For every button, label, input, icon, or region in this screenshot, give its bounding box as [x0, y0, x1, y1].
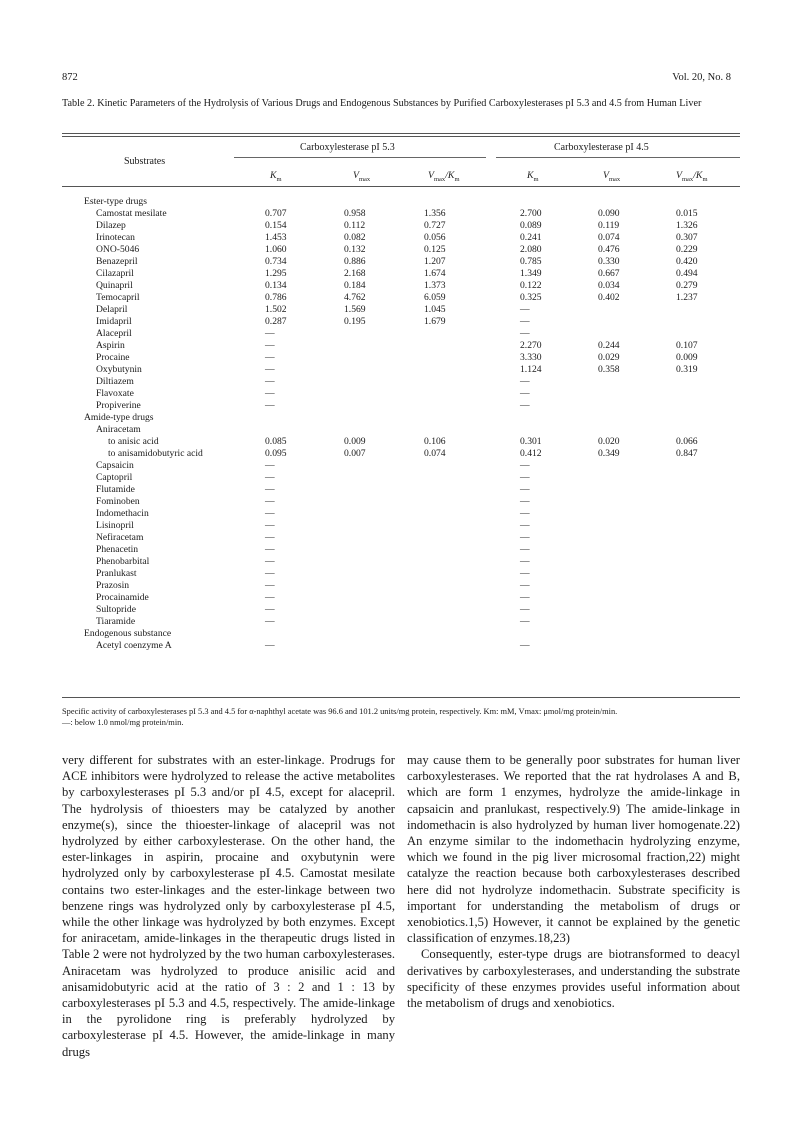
cell-vmax-pi45: 0.074 — [598, 232, 620, 243]
table-row — [0, 592, 793, 604]
cell-vmax-pi53: 0.132 — [344, 244, 366, 255]
cell-vmax-km-pi45: 1.326 — [676, 220, 698, 231]
table-row — [0, 580, 793, 592]
cell-km-pi53: — — [265, 568, 275, 579]
cell-vmax-pi53: 0.958 — [344, 208, 366, 219]
cell-km-pi45: 1.124 — [520, 364, 542, 375]
substrates-header: Substrates — [124, 156, 166, 167]
cell-km-pi53: — — [265, 532, 275, 543]
cell-km-pi45: 0.089 — [520, 220, 542, 231]
substrate-name: Lisinopril — [96, 520, 134, 531]
cell-km-pi45: 1.349 — [520, 268, 542, 279]
cell-km-pi53: — — [265, 592, 275, 603]
table-row — [0, 280, 793, 292]
cell-km-pi45: — — [520, 616, 530, 627]
substrate-name: Diltiazem — [96, 376, 134, 387]
cell-km-pi53: — — [265, 400, 275, 411]
substrate-name: Dilazep — [96, 220, 126, 231]
cell-km-pi45: — — [520, 556, 530, 567]
cell-km-pi53: 1.453 — [265, 232, 287, 243]
cell-km-pi45: — — [520, 400, 530, 411]
table-top-rule-second — [62, 136, 740, 137]
substrate-name: Endogenous substance — [84, 628, 172, 639]
cell-vmax-pi45: 0.244 — [598, 340, 620, 351]
col-vmax-km-2: $V_{max}/K_m$ — [676, 170, 708, 183]
cell-km-pi45: — — [520, 520, 530, 531]
cell-km-pi53: 0.287 — [265, 316, 287, 327]
substrate-name: Aniracetam — [96, 424, 141, 435]
cell-km-pi53: — — [265, 556, 275, 567]
cell-km-pi53: — — [265, 484, 275, 495]
cell-km-pi45: — — [520, 496, 530, 507]
substrate-name: Sultopride — [96, 604, 136, 615]
substrate-name: Amide-type drugs — [84, 412, 154, 423]
cell-km-pi45: 0.301 — [520, 436, 542, 447]
cell-vmax-pi45: 0.330 — [598, 256, 620, 267]
substrate-name: Oxybutynin — [96, 364, 142, 375]
cell-km-pi53: — — [265, 544, 275, 555]
cell-vmax-km-pi45: 0.279 — [676, 280, 698, 291]
substrate-name: Ester-type drugs — [84, 196, 147, 207]
substrate-name: Flutamide — [96, 484, 135, 495]
cell-vmax-km-pi53: 1.373 — [424, 280, 446, 291]
table-row — [0, 556, 793, 568]
cell-vmax-pi45: 0.476 — [598, 244, 620, 255]
cell-vmax-km-pi53: 1.356 — [424, 208, 446, 219]
cell-km-pi53: 0.786 — [265, 292, 287, 303]
page-number: 872 — [62, 72, 78, 83]
cell-vmax-km-pi53: 0.106 — [424, 436, 446, 447]
cell-km-pi45: 2.080 — [520, 244, 542, 255]
substrate-name: Propiverine — [96, 400, 141, 411]
cell-km-pi53: 1.502 — [265, 304, 287, 315]
cell-km-pi53: 0.734 — [265, 256, 287, 267]
cell-km-pi45: — — [520, 472, 530, 483]
substrate-name: Aspirin — [96, 340, 125, 351]
cell-km-pi45: — — [520, 568, 530, 579]
table-row — [0, 292, 793, 304]
table-row — [0, 472, 793, 484]
cell-km-pi53: — — [265, 376, 275, 387]
cell-km-pi53: 0.095 — [265, 448, 287, 459]
substrate-name: Flavoxate — [96, 388, 134, 399]
table-row — [0, 520, 793, 532]
right-column — [407, 752, 740, 1011]
table-row — [0, 544, 793, 556]
cell-vmax-km-pi53: 1.674 — [424, 268, 446, 279]
cell-vmax-pi45: 0.119 — [598, 220, 620, 231]
table-row — [0, 508, 793, 520]
col-vmax-1: $V_{max}$ — [353, 170, 371, 183]
cell-km-pi53: — — [265, 364, 275, 375]
cell-km-pi53: — — [265, 460, 275, 471]
table-row — [0, 208, 793, 220]
substrate-name: Tiaramide — [96, 616, 136, 627]
cell-km-pi53: — — [265, 508, 275, 519]
table-row — [0, 340, 793, 352]
table-row — [0, 244, 793, 256]
cell-km-pi45: 3.330 — [520, 352, 542, 363]
table-row — [0, 448, 793, 460]
cell-vmax-km-pi53: 0.125 — [424, 244, 446, 255]
cell-km-pi45: — — [520, 532, 530, 543]
cell-vmax-pi45: 0.358 — [598, 364, 620, 375]
cell-vmax-pi45: 0.402 — [598, 292, 620, 303]
substrate-name: Pranlukast — [96, 568, 137, 579]
cell-km-pi53: — — [265, 352, 275, 363]
table-top-rule — [62, 133, 740, 134]
cell-km-pi53: — — [265, 604, 275, 615]
table-row — [0, 640, 793, 652]
footnote-line-1: Specific activity of carboxylesterases pI 5.3 and 4.5 for α-naphthyl acetate was 96.6 and 101.2 units/mg protein, respectively. Km: mM, Vmax: μmol/mg protein/min. — [62, 707, 618, 716]
cell-km-pi45: — — [520, 580, 530, 591]
col-vmax-km-1: $V_{max}/K_m$ — [428, 170, 460, 183]
cell-vmax-pi45: 0.349 — [598, 448, 620, 459]
table-row — [0, 628, 793, 640]
substrate-name: Nefiracetam — [96, 532, 144, 543]
cell-vmax-km-pi45: 0.015 — [676, 208, 698, 219]
cell-km-pi45: — — [520, 388, 530, 399]
table-row — [0, 460, 793, 472]
footnote-line-2: —: below 1.0 nmol/mg protein/min. — [62, 718, 184, 727]
substrate-name: Procaine — [96, 352, 130, 363]
table-footnote — [62, 706, 752, 728]
substrate-name: Acetyl coenzyme A — [96, 640, 172, 651]
cell-vmax-km-pi53: 0.074 — [424, 448, 446, 459]
cell-vmax-pi53: 1.569 — [344, 304, 366, 315]
cell-km-pi45: — — [520, 460, 530, 471]
table-row — [0, 424, 793, 436]
left-column — [62, 752, 395, 1060]
cell-vmax-km-pi53: 1.207 — [424, 256, 446, 267]
cell-km-pi45: 0.241 — [520, 232, 542, 243]
cell-vmax-pi45: 0.667 — [598, 268, 620, 279]
cell-km-pi45: 0.785 — [520, 256, 542, 267]
cell-km-pi53: — — [265, 580, 275, 591]
cell-vmax-pi53: 2.168 — [344, 268, 366, 279]
table-row — [0, 196, 793, 208]
cell-vmax-km-pi45: 0.847 — [676, 448, 698, 459]
substrate-name: Cilazapril — [96, 268, 134, 279]
cell-vmax-pi45: 0.090 — [598, 208, 620, 219]
cell-km-pi53: 0.154 — [265, 220, 287, 231]
table-row — [0, 316, 793, 328]
table-row — [0, 364, 793, 376]
cell-km-pi53: — — [265, 388, 275, 399]
cell-km-pi45: 2.700 — [520, 208, 542, 219]
cell-km-pi45: — — [520, 604, 530, 615]
table-row — [0, 220, 793, 232]
cell-km-pi53: — — [265, 472, 275, 483]
cell-km-pi53: — — [265, 328, 275, 339]
table-row — [0, 532, 793, 544]
cell-vmax-pi45: 0.034 — [598, 280, 620, 291]
substrate-name: Indomethacin — [96, 508, 149, 519]
cell-km-pi45: — — [520, 484, 530, 495]
left-paragraph: very different for substrates with an ester-linkage. Prodrugs for ACE inhibitors were hydrolyzed to release the active metabolites by carboxylesterases pI 5.3 and/or pI 4.5, except for alacepril. The hydrolysis of thioesters may be catalyzed by another enzyme(s), since the thioester-linkage of alacepril was not hydrolyzed by either carboxylesterase. On the other hand, the ester-linkages in aspirin, procaine and oxybutynin were hydrolyzed only by carboxylesterase pI 4.5. Camostat mesilate contains two ester-linkages and the ester-linkage between two benzene rings was hydrolyzed only by carboxylesterase pI 4.5, while the other linkage was hydrolyzed by both enzymes. Except for aniracetam, amide-linkages in the therapeutic drugs listed in Table 2 were not hydrolyzed by the two human carboxylesterases. Aniracetam was hydrolyzed to produce anisilic acid and anisamidobutyric acid at the ratio of 3 : 2 and 1 : 13 by carboxylesterases pI 5.3 and 4.5, respectively. The amide-linkage in the pyrolidone ring is preferably hydrolyzed by carboxylesterase pI 4.5. However, the amide-linkage in many drugs — [62, 753, 395, 1059]
cell-km-pi45: — — [520, 328, 530, 339]
substrate-name: Alacepril — [96, 328, 132, 339]
cell-vmax-pi53: 0.195 — [344, 316, 366, 327]
right-paragraph-2: Consequently, ester-type drugs are biotransformed to deacyl derivatives by carboxylesterases, and understanding the substrate specificity of these enzymes provides useful information about the metabolism of drugs and xenobiotics. — [407, 947, 740, 1011]
substrate-name: Fominoben — [96, 496, 140, 507]
table-row — [0, 496, 793, 508]
cell-vmax-km-pi45: 1.237 — [676, 292, 698, 303]
cell-km-pi45: — — [520, 640, 530, 651]
cell-vmax-km-pi45: 0.009 — [676, 352, 698, 363]
col-vmax-2: $V_{max}$ — [603, 170, 621, 183]
substrate-name: Phenacetin — [96, 544, 139, 555]
cell-km-pi53: 0.707 — [265, 208, 287, 219]
table-row — [0, 484, 793, 496]
cell-vmax-km-pi53: 6.059 — [424, 292, 446, 303]
table-row — [0, 304, 793, 316]
substrate-name: Procainamide — [96, 592, 149, 603]
substrate-name: Delapril — [96, 304, 128, 315]
substrate-name: Captopril — [96, 472, 133, 483]
cell-km-pi53: — — [265, 496, 275, 507]
table-row — [0, 352, 793, 364]
substrate-name: ONO-5046 — [96, 244, 140, 255]
table-row — [0, 256, 793, 268]
cell-vmax-pi53: 0.007 — [344, 448, 366, 459]
table-row — [0, 436, 793, 448]
cell-vmax-pi53: 0.886 — [344, 256, 366, 267]
cell-vmax-km-pi53: 1.679 — [424, 316, 446, 327]
group-title-pi45: Carboxylesterase pI 4.5 — [554, 142, 649, 153]
cell-km-pi53: — — [265, 640, 275, 651]
cell-km-pi53: — — [265, 616, 275, 627]
substrate-name: Prazosin — [96, 580, 130, 591]
col-km-2: $K_m$ — [527, 170, 539, 183]
cell-km-pi53: — — [265, 340, 275, 351]
cell-km-pi45: 2.270 — [520, 340, 542, 351]
table-row — [0, 568, 793, 580]
cell-km-pi45: — — [520, 544, 530, 555]
cell-km-pi45: 0.325 — [520, 292, 542, 303]
group-title-pi53: Carboxylesterase pI 5.3 — [300, 142, 395, 153]
cell-km-pi53: 0.134 — [265, 280, 287, 291]
cell-vmax-km-pi45: 0.319 — [676, 364, 698, 375]
substrate-name: Quinapril — [96, 280, 133, 291]
cell-vmax-pi53: 0.009 — [344, 436, 366, 447]
cell-km-pi45: — — [520, 592, 530, 603]
cell-vmax-km-pi53: 0.727 — [424, 220, 446, 231]
table-row — [0, 412, 793, 424]
table-row — [0, 328, 793, 340]
substrate-name: Capsaicin — [96, 460, 134, 471]
cell-km-pi45: — — [520, 508, 530, 519]
substrate-name: Temocapril — [96, 292, 140, 303]
cell-vmax-km-pi45: 0.420 — [676, 256, 698, 267]
header-bottom-rule — [62, 186, 740, 187]
cell-vmax-km-pi45: 0.107 — [676, 340, 698, 351]
table-caption: Table 2. Kinetic Parameters of the Hydrolysis of Various Drugs and Endogenous Substances by Purified Carboxylesterases pI 5.3 and 4.5 from Human Liver — [62, 98, 702, 109]
substrate-name: Camostat mesilate — [96, 208, 167, 219]
cell-vmax-pi53: 0.112 — [344, 220, 366, 231]
cell-km-pi45: 0.122 — [520, 280, 542, 291]
table-body — [0, 196, 793, 696]
cell-km-pi45: — — [520, 304, 530, 315]
substrate-name: to anisic acid — [108, 436, 159, 447]
table-row — [0, 604, 793, 616]
substrate-name: Benazepril — [96, 256, 138, 267]
table-bottom-rule — [62, 697, 740, 698]
cell-vmax-km-pi45: 0.307 — [676, 232, 698, 243]
substrate-name: Irinotecan — [96, 232, 135, 243]
volume-label: Vol. 20, No. 8 — [672, 72, 731, 83]
table-row — [0, 388, 793, 400]
table-row — [0, 400, 793, 412]
cell-km-pi53: 1.060 — [265, 244, 287, 255]
col-km-1: $K_m$ — [270, 170, 282, 183]
substrate-name: Imidapril — [96, 316, 132, 327]
cell-vmax-km-pi45: 0.066 — [676, 436, 698, 447]
cell-vmax-pi53: 0.082 — [344, 232, 366, 243]
cell-vmax-km-pi53: 0.056 — [424, 232, 446, 243]
cell-km-pi53: 0.085 — [265, 436, 287, 447]
cell-km-pi53: — — [265, 520, 275, 531]
substrate-name: to anisamidobutyric acid — [108, 448, 203, 459]
table-row — [0, 376, 793, 388]
table-row — [0, 268, 793, 280]
group-underline-pi53 — [234, 157, 486, 158]
cell-km-pi53: 1.295 — [265, 268, 287, 279]
cell-vmax-km-pi45: 0.494 — [676, 268, 698, 279]
cell-vmax-pi53: 4.762 — [344, 292, 366, 303]
group-underline-pi45 — [496, 157, 740, 158]
table-row — [0, 232, 793, 244]
cell-vmax-pi45: 0.020 — [598, 436, 620, 447]
right-paragraph-1: may cause them to be generally poor substrates for human liver carboxylesterases. We reported that the rat hydrolases A and B, which are form 1 enzymes, hydrolyze the amide-linkage in capsaicin and pranlukast, respectively.9) The amide-linkage in indomethacin is also hydrolyzed by human liver homogenate.22) An enzyme similar to the indomethacin hydrolyzing enzyme, which we found in the pig liver microsomal fraction,22) might catalyze the reaction because both carboxylesterases described here did not hydrolyze indomethacin. Substrate specificity is important for understanding the metabolism of drugs or xenobiotics.1,5) However, it cannot be explained by the genetic classification of enzymes.18,23) — [407, 753, 740, 946]
cell-vmax-pi45: 0.029 — [598, 352, 620, 363]
cell-km-pi45: — — [520, 376, 530, 387]
cell-vmax-pi53: 0.184 — [344, 280, 366, 291]
cell-km-pi45: 0.412 — [520, 448, 542, 459]
cell-km-pi45: — — [520, 316, 530, 327]
table-row — [0, 616, 793, 628]
cell-vmax-km-pi53: 1.045 — [424, 304, 446, 315]
substrate-name: Phenobarbital — [96, 556, 150, 567]
cell-vmax-km-pi45: 0.229 — [676, 244, 698, 255]
